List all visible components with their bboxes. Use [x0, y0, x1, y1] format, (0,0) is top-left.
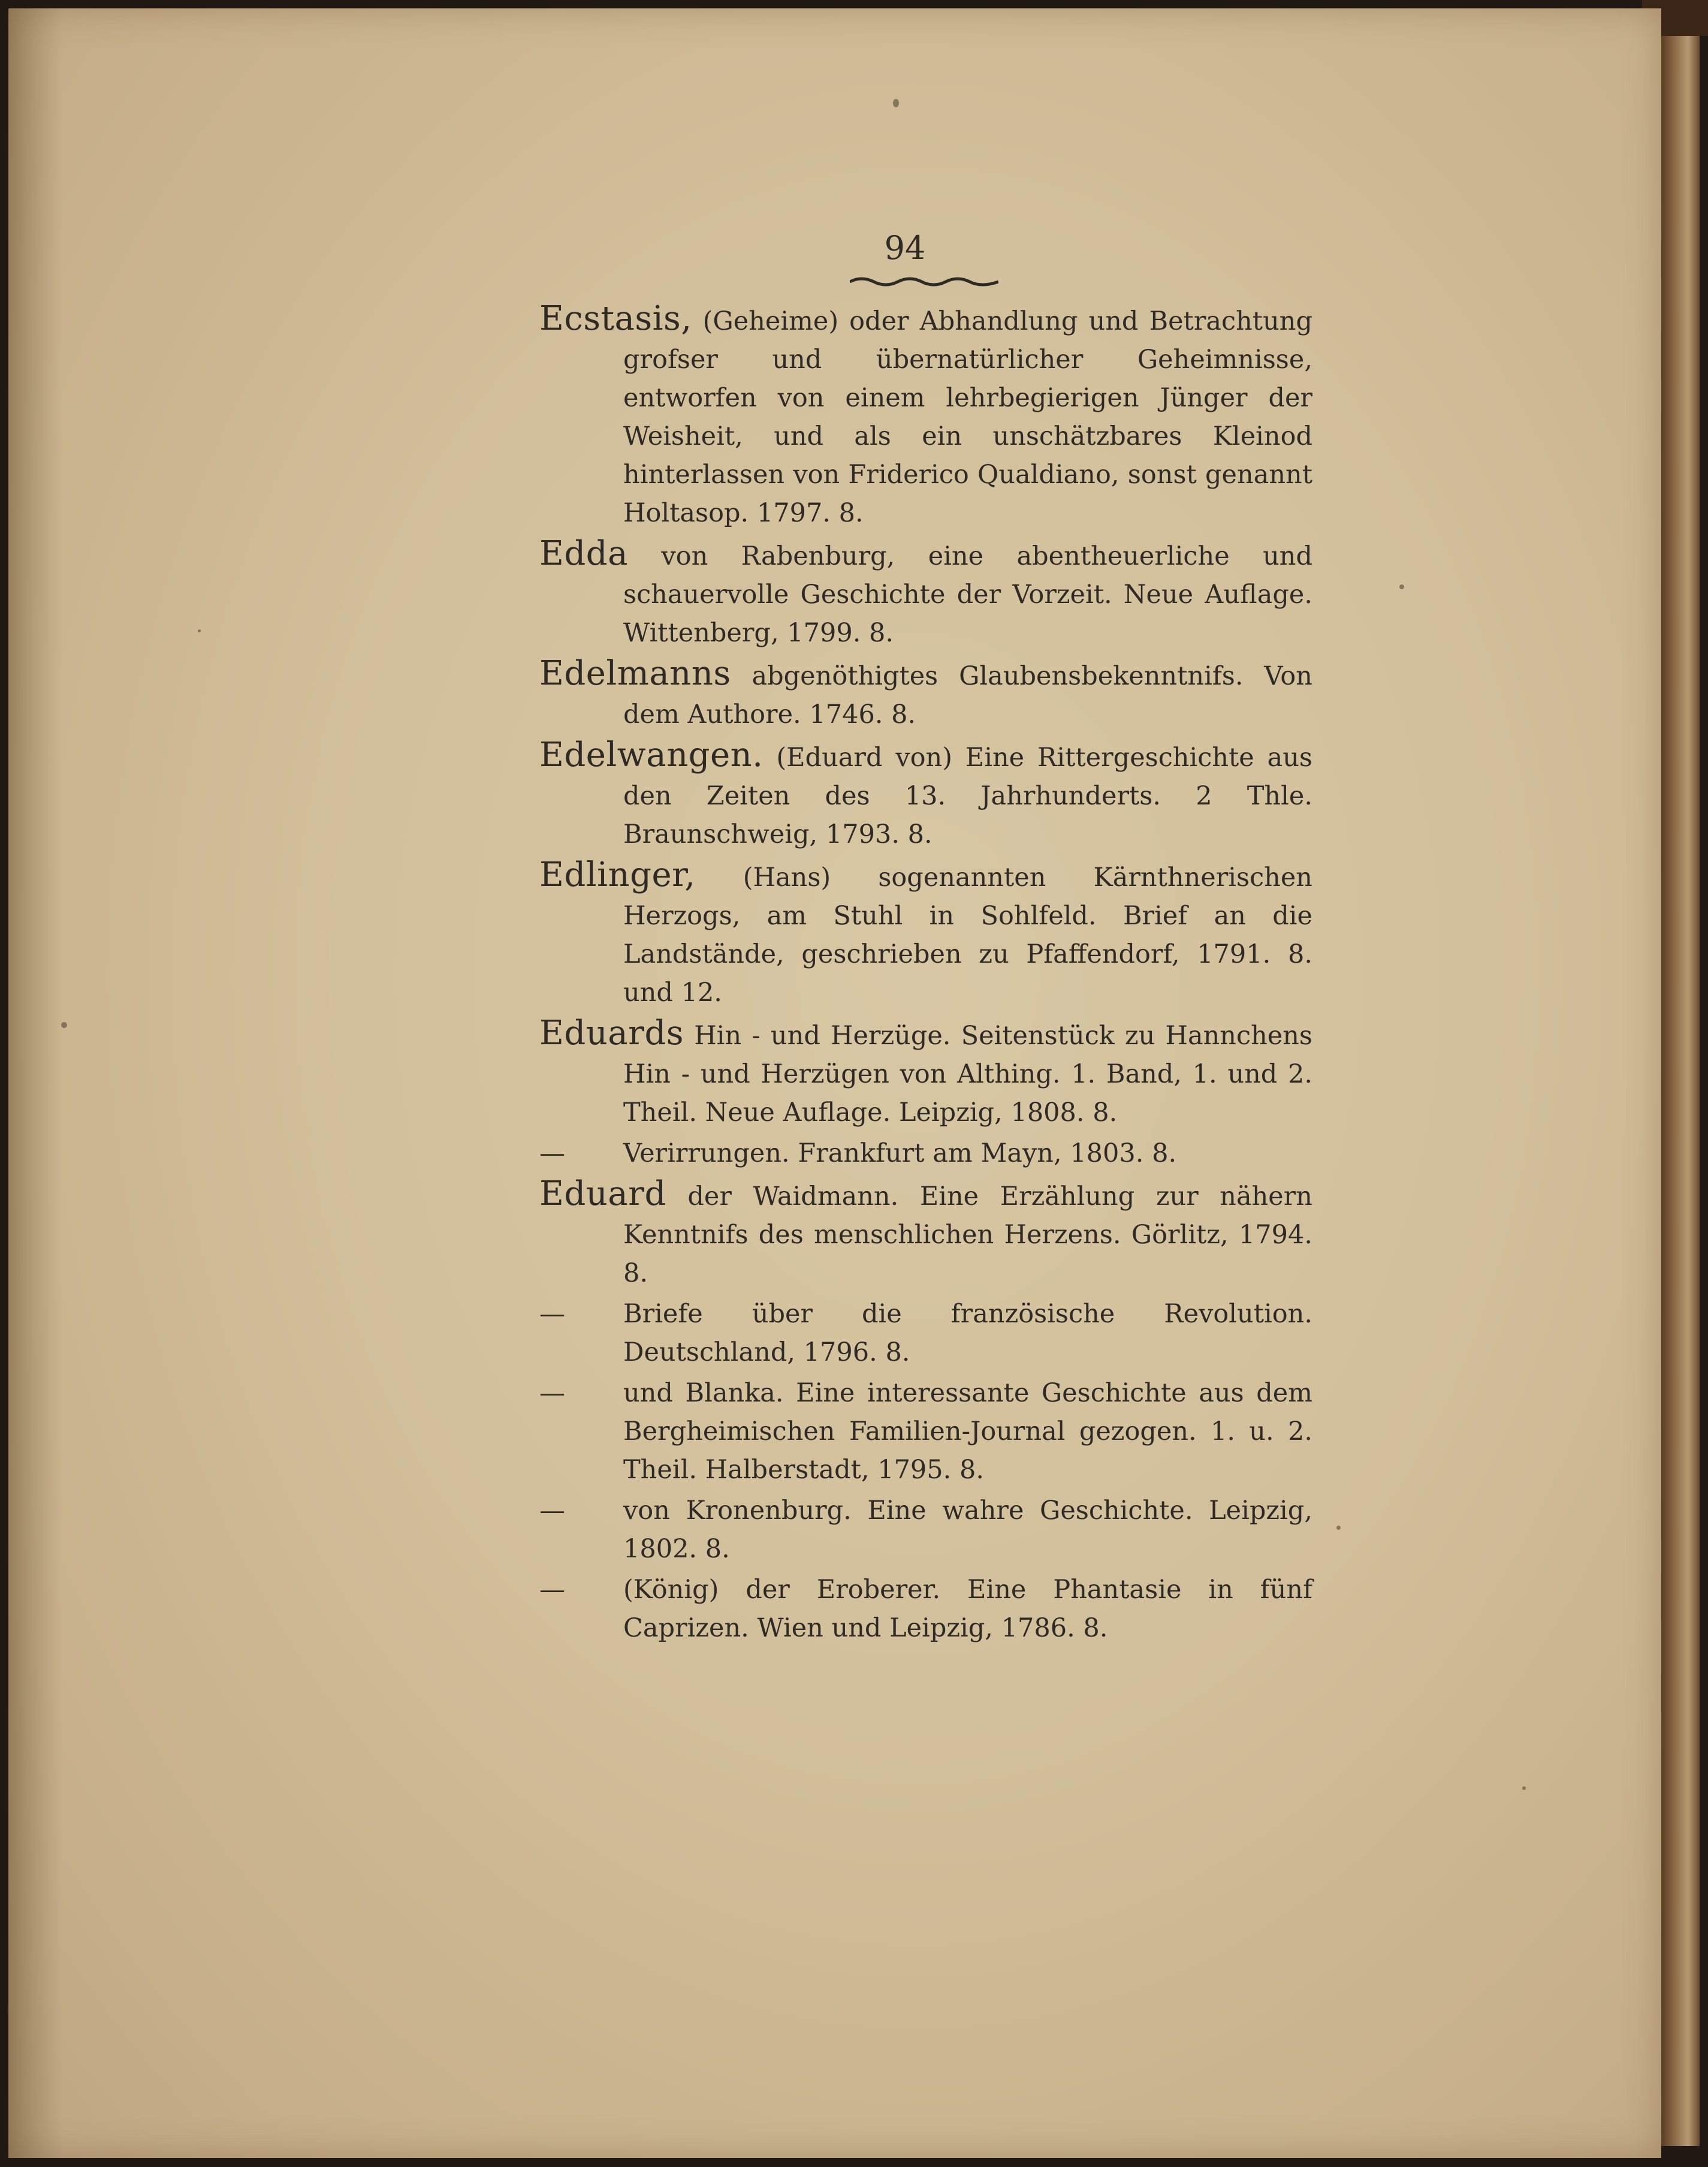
entry-head: Eduard [539, 1174, 666, 1213]
list-item [539, 1175, 1312, 1292]
paper-speck [1399, 584, 1404, 589]
entry-text: von Kronenburg. Eine wahre Geschichte. Leipzig, 1802. 8. [623, 1496, 1312, 1564]
paper-speck [893, 99, 899, 107]
ditto-dash: — [539, 1575, 565, 1605]
entry-text: von Rabenburg, eine abentheuerliche und schauervolle Geschichte der Vorzeit. Neue Auflage. Wittenberg, 1799. 8. [623, 541, 1312, 648]
entry-text: (Geheime) oder Abhandlung und Betrachtung grofser und übernatürlicher Geheimnisse, entworfen von einem lehrbegierigen Jünger der Weisheit, und als ein unschätzbares Kleinod hinterlassen von Friderico Qualdiano, sonst genannt Holtasop. 1797. 8. [623, 306, 1313, 528]
list-item [539, 655, 1312, 734]
ditto-dash: — [539, 1378, 565, 1408]
list-item [539, 1374, 1312, 1489]
paper-speck [1522, 1786, 1526, 1790]
entry-head: Edlinger, [539, 855, 696, 894]
entry-head: Edelwangen. [539, 736, 764, 774]
list-item [539, 856, 1312, 1012]
entry-text: der Waidmann. Eine Erzählung zur nähern Kenntnifs des menschlichen Herzens. Görlitz, 1794. 8. [623, 1182, 1312, 1288]
entry-text: (Hans) sogenannten Kärnthnerischen Herzogs, am Stuhl in Sohlfeld. Brief an die Landstände, geschrieben zu Pfaffendorf, 1791. 8. und 12. [623, 863, 1312, 1008]
entry-text: und Blanka. Eine interessante Geschichte aus dem Bergheimischen Familien-Journal gezogen. 1. u. 2. Theil. Halberstadt, 1795. 8. [623, 1378, 1312, 1485]
ornament-rule [850, 275, 998, 287]
list-item [539, 1571, 1312, 1647]
list-item [539, 1295, 1312, 1372]
ditto-dash: — [539, 1299, 565, 1329]
entry-head: Edelmanns [539, 654, 731, 693]
ditto-dash: — [539, 1138, 565, 1168]
entry-text: (Eduard von) Eine Rittergeschichte aus den Zeiten des 13. Jahrhunderts. 2 Thle. Braunschweig, 1793. 8. [623, 743, 1312, 849]
paper-speck [1336, 1526, 1341, 1530]
list-item [539, 1014, 1312, 1132]
list-item [539, 1491, 1312, 1568]
entry-text: Hin - und Herzüge. Seitenstück zu Hannchens Hin - und Herzügen von Althing. 1. Band, 1. und 2. Theil. Neue Auflage. Leipzig, 1808. 8. [623, 1021, 1312, 1128]
entry-head: Ecstasis, [539, 299, 692, 338]
catalogue-entries [539, 300, 1312, 1647]
list-item [539, 300, 1312, 532]
entry-head: Edda [539, 534, 628, 573]
ditto-dash: — [539, 1496, 565, 1526]
paper-speck [198, 629, 201, 632]
entry-text: (König) der Eroberer. Eine Phantasie in fünf Caprizen. Wien und Leipzig, 1786. 8. [623, 1575, 1312, 1643]
next-page-edge [1661, 36, 1700, 2146]
entry-text: abgenöthigtes Glaubensbekenntnifs. Von dem Authore. 1746. 8. [623, 661, 1313, 730]
page-gutter-shadow [8, 8, 62, 2158]
entry-text: Briefe über die französische Revolution. Deutschland, 1796. 8. [623, 1299, 1312, 1367]
entry-text: Verirrungen. Frankfurt am Mayn, 1803. 8. [623, 1138, 1177, 1168]
list-item [539, 736, 1312, 854]
list-item [539, 535, 1312, 652]
entry-head: Eduards [539, 1014, 684, 1053]
paper-speck [61, 1022, 67, 1028]
list-item [539, 1134, 1312, 1173]
page-number: 94 [884, 229, 926, 267]
